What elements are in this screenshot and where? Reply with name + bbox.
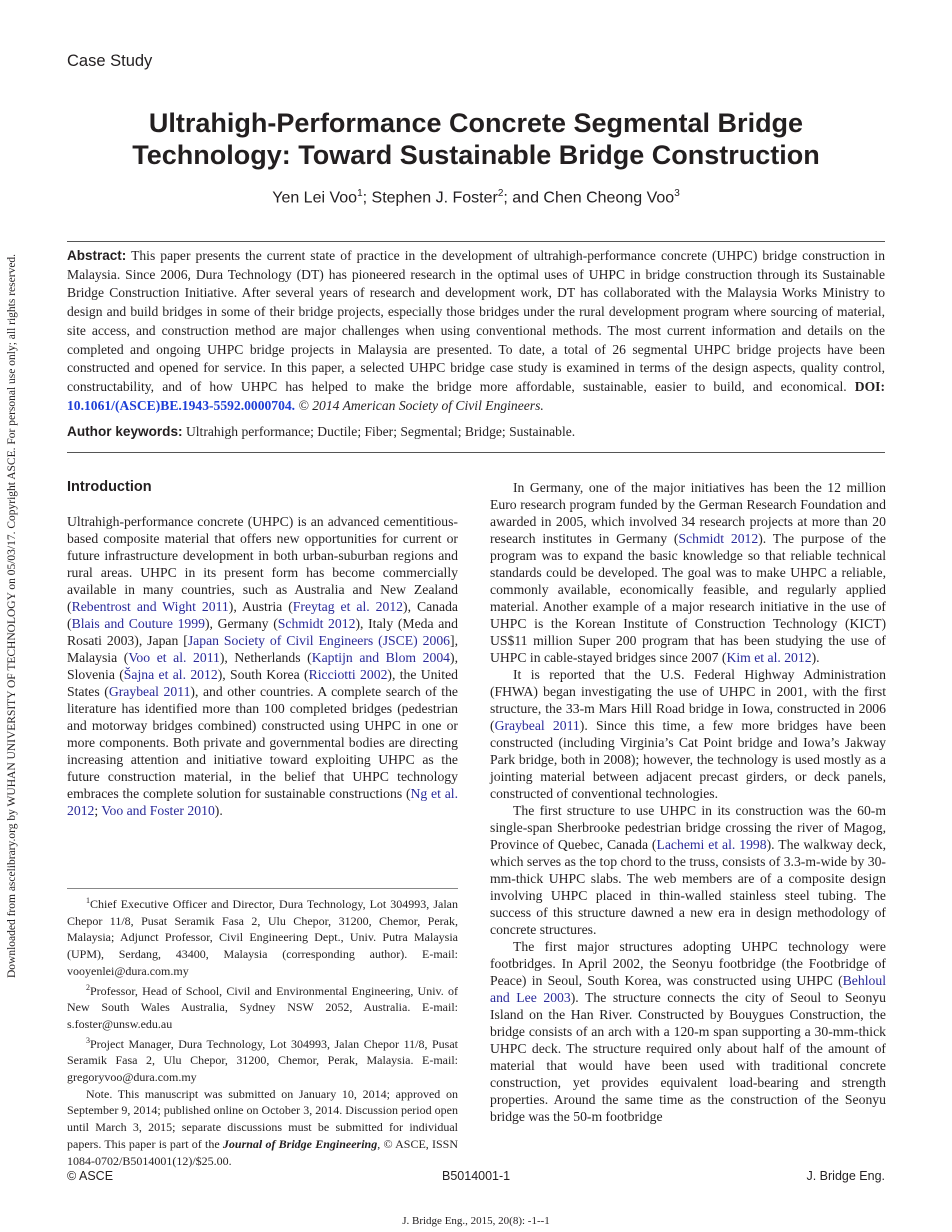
paragraph-text: ), Germany ( (204, 616, 278, 631)
author-name: Yen Lei Voo (272, 189, 358, 207)
paragraph-text: ). The structure connects the city of Seoul to Seonyu Island on the Han River. Constructed by Bouygues Construction, the bridge consists of an arch with a 120-m span supporting a 30-mm-thick UHPC deck. The structure required only about half of the amount of material that would have been used with traditional concrete construction, yet provides equivalent load-bearing and strength properties. Around the same time as the construction of the Seonyu bridge was the 50-m footbridge (490, 990, 886, 1124)
paragraph-text: Ultrahigh-performance concrete (UHPC) is an advanced cementitious-based composite material that offers new opportunities for current or future infrastructure development in both urban-suburban regions and rural areas. UHPC in its present form has become commercially available in many countries, such as Australia and New Zealand ( (67, 514, 458, 614)
abstract-text: This paper presents the current state of practice in the development of ultrahigh-performance concrete (UHPC) bridge construction in Malaysia. Since 2006, Dura Technology (DT) has pioneered research in the optimal uses of UHPC in bridge construction through its Sustainable Bridge Construction Initiative. After several years of research and development work, DT has collaborated with the Malaysia Works Ministry to design and build bridges in some of their bridge projects, especially those bridges under the rural development program where sourcing of material, site access, and construction method are major challenges when using conventional methods. The most current information and details on the completed and ongoing UHPC bridge projects in Malaysia are presented. To date, a total of 26 segmental UHPC bridge projects have been constructed and opened for service. In this paper, a selected UHPC bridge case study is examined in terms of the design aspects, quality control, constructability, and of how UHPC has helped to make the bridge more affordable, sustainable, easier to build, and economical. (67, 248, 885, 394)
paragraph-text: ), Slovenia ( (67, 650, 458, 682)
note-issn: , © ASCE, ISSN 1084-0702/B5014001(12)/$25.00. (67, 1136, 459, 1168)
body-paragraph (490, 802, 886, 938)
footer-publisher: © ASCE (67, 1169, 114, 1183)
section-heading-introduction: Introduction (67, 479, 152, 495)
paragraph-text: ), South Korea ( (217, 667, 309, 682)
paragraph-text: ), Austria ( (228, 599, 293, 614)
right-column (490, 479, 886, 1125)
paragraph-text: ), Netherlands ( (219, 650, 312, 665)
author-separator: ; (362, 189, 372, 207)
footnote-mark: 2 (86, 982, 90, 992)
footnote (67, 980, 458, 1033)
paragraph-text: ), Canada ( (67, 599, 458, 631)
doi-label: DOI: (854, 378, 885, 394)
paragraph-text: ). Since this time, a few more bridges have been constructed (including Virginia’s Cat Point bridge and Iowa’s Jakway Park bridge, both in 2008); however, the technology is used mostly as a jointing material between adjacent precast girders, or deck panels, constructed of conventional technologies. (490, 718, 886, 801)
paragraph-text: ], Malaysia ( (67, 633, 458, 665)
footer-article-number: B5014001-1 (442, 1169, 511, 1183)
body-paragraph (490, 479, 886, 666)
paragraph-text: ; (94, 803, 102, 818)
left-column (67, 513, 458, 819)
paragraph-text: ). (214, 803, 223, 818)
footnotes (67, 893, 458, 1169)
download-notice: Downloaded from ascelibrary.org by WUHAN UNIVERSITY OF TECHNOLOGY on 05/03/17. Copyright ASCE. For personal use only; all rights reserved. (6, 253, 18, 979)
keywords-label: Author keywords: (67, 424, 183, 439)
footnote (67, 1033, 458, 1086)
citation-link[interactable]: Schmidt 2012 (277, 616, 356, 631)
citation-link[interactable]: Japan Society of Civil Engineers (JSCE) 2006 (187, 633, 451, 648)
paragraph-text: In Germany, one of the major initiatives has been the 12 million Euro research program funded by the German Research Foundation and awarded in 2005, which involved 34 research projects at more than 20 research institutes in Germany ( (490, 480, 886, 546)
citation-link[interactable]: Ng et al. 2012 (67, 786, 458, 818)
paragraph-text: It is reported that the U.S. Federal Highway Administration (FHWA) began investigating the use of UHPC in 2001, with the first structure, the 33-m Mars Hill Road bridge in Iowa, constructed in 2006 ( (490, 667, 886, 733)
paragraph-text: ), and other countries. A complete search of the literature has identified more than 100 completed bridges (pedestrian and motorway bridges combined) constructed using UHPC in one or more components. Both private and governmental bodies are directing increasing attention and initiative toward exploiting UHPC as the future construction material, in the belief that UHPC technology embraces the complete solution for sustainable constructions ( (67, 684, 458, 801)
author-affiliation-mark: 3 (674, 188, 680, 199)
paragraph-text: ). The purpose of the program was to expand the basic knowledge so that reliable technical standards could be developed. The goal was to make UHPC a reliable, commonly available, economically feasible, and regularly applied material. Another example of a major research initiative in the use of UHPC is the Korean Institute of Construction Technology (KICT) US$11 million Super 200 program that has been studying the use of UHPC in cable-stayed bridges since 2007 ( (490, 531, 886, 665)
paragraph-text: ). (811, 650, 820, 665)
body-paragraph (67, 513, 458, 819)
abstract (67, 247, 885, 415)
footnote-text: Professor, Head of School, Civil and Environmental Engineering, Univ. of New South Wales Australia, Sydney NSW 2052, Australia. E-mail: s.foster@unsw.edu.au (67, 983, 458, 1031)
note-text: Note. This manuscript was submitted on January 10, 2014; approved on September 9, 2014; published online on October 3, 2014. Discussion period open until March 3, 2015; separate discussions must be submitted for individual papers. This paper is part of the (67, 1086, 458, 1151)
abstract-top-rule (67, 241, 885, 242)
abstract-label: Abstract: (67, 248, 127, 263)
footnote-mark: 3 (86, 1035, 90, 1045)
author-keywords (67, 424, 885, 440)
footnote (67, 893, 458, 980)
title-line-1: Ultrahigh-Performance Concrete Segmental Bridge (148, 108, 804, 138)
author-list (60, 188, 892, 207)
citation-link[interactable]: Schmidt 2012 (678, 531, 759, 546)
body-paragraph (490, 666, 886, 802)
citation-link[interactable]: Kim et al. 2012 (726, 650, 812, 665)
paragraph-text: The first major structures adopting UHPC technology were footbridges. In April 2002, the Seonyu footbridge (the Footbridge of Peace) in Seoul, South Korea, was constructed using UHPC ( (490, 939, 886, 988)
paper-title (60, 107, 892, 171)
citation-link[interactable]: Blais and Couture 1999 (71, 616, 205, 631)
author-separator: ; and (503, 189, 544, 207)
abstract-bottom-rule (67, 452, 885, 453)
paragraph-text: ), Italy (Meda and Rosati 2003), Japan [ (67, 616, 458, 648)
footnote-text: Project Manager, Dura Technology, Lot 304993, Jalan Chepor 11/8, Pusat Seramik Fasa 2, Ulu Chepor, 31200, Chemor, Perak, Malaysia. E-mail: gregoryvoo@dura.com.my (67, 1036, 458, 1085)
footnote-mark: 1 (86, 896, 90, 905)
doi-link[interactable]: 10.1061/(ASCE)BE.1943-5592.0000704. (67, 397, 296, 413)
citation-link[interactable]: Voo et al. 2011 (128, 650, 220, 665)
bottom-citation: J. Bridge Eng., 2015, 20(8): -1--1 (402, 1215, 550, 1227)
body-paragraph (490, 938, 886, 1125)
footer-journal: J. Bridge Eng. (806, 1169, 885, 1183)
citation-link[interactable]: Ricciotti 2002 (308, 667, 388, 682)
author-name: Chen Cheong Voo (543, 189, 675, 207)
paragraph-text: The first structure to use UHPC in its construction was the 60-m single-span Sherbrooke pedestrian bridge crossing the river of Magog, Province of Quebec, Canada ( (490, 803, 886, 852)
paragraph-text: ), the United States ( (67, 667, 459, 699)
citation-link[interactable]: Lachemi et al. 1998 (656, 837, 767, 852)
article-type: Case Study (67, 52, 153, 70)
citation-link[interactable]: Graybeal 2011 (494, 718, 580, 733)
citation-link[interactable]: Freytag et al. 2012 (292, 599, 404, 614)
author-affiliation-mark: 2 (497, 188, 504, 199)
title-line-2: Technology: Toward Sustainable Bridge Construction (132, 140, 820, 170)
citation-link[interactable]: Kaptijn and Blom 2004 (311, 650, 451, 665)
author-affiliation-mark: 1 (357, 188, 363, 199)
author-name: Stephen J. Foster (371, 189, 498, 207)
footnote-rule (67, 888, 458, 889)
citation-link[interactable]: Behloul and Lee 2003 (490, 973, 886, 1005)
citation-link[interactable]: Rebentrost and Wight 2011 (71, 599, 229, 614)
submission-note (67, 1086, 458, 1170)
citation-link[interactable]: Voo and Foster 2010 (101, 803, 215, 818)
paragraph-text: ). The walkway deck, which serves as the top chord to the truss, consists of 3.3-m-wide by 30-mm-thick UHPC slabs. The web members are of a composite design involving UHPC placed in thin-walled stainless steel tubing. The success of this structure dawned a new era in design methodology of concrete structures. (490, 837, 887, 937)
footnote-text: Chief Executive Officer and Director, Dura Technology, Lot 304993, Jalan Chepor 11/8, Pusat Seramik Fasa 2, Ulu Chepor, 31200, Chemor, Perak, Malaysia; Adjunct Professor, Civil Engineering Dept., Univ. Putra Malaysia (UPM), Serdang, 43400, Malaysia (corresponding author). E-mail: vooyenlei@dura.com.my (67, 897, 458, 978)
keywords-text: Ultrahigh performance; Ductile; Fiber; Segmental; Bridge; Sustainable. (182, 424, 576, 439)
journal-name: Journal of Bridge Engineering (222, 1136, 378, 1151)
abstract-copyright: © 2014 American Society of Civil Engineers. (298, 397, 544, 413)
citation-link[interactable]: Graybeal 2011 (108, 684, 191, 699)
citation-link[interactable]: Šajna et al. 2012 (123, 667, 218, 682)
